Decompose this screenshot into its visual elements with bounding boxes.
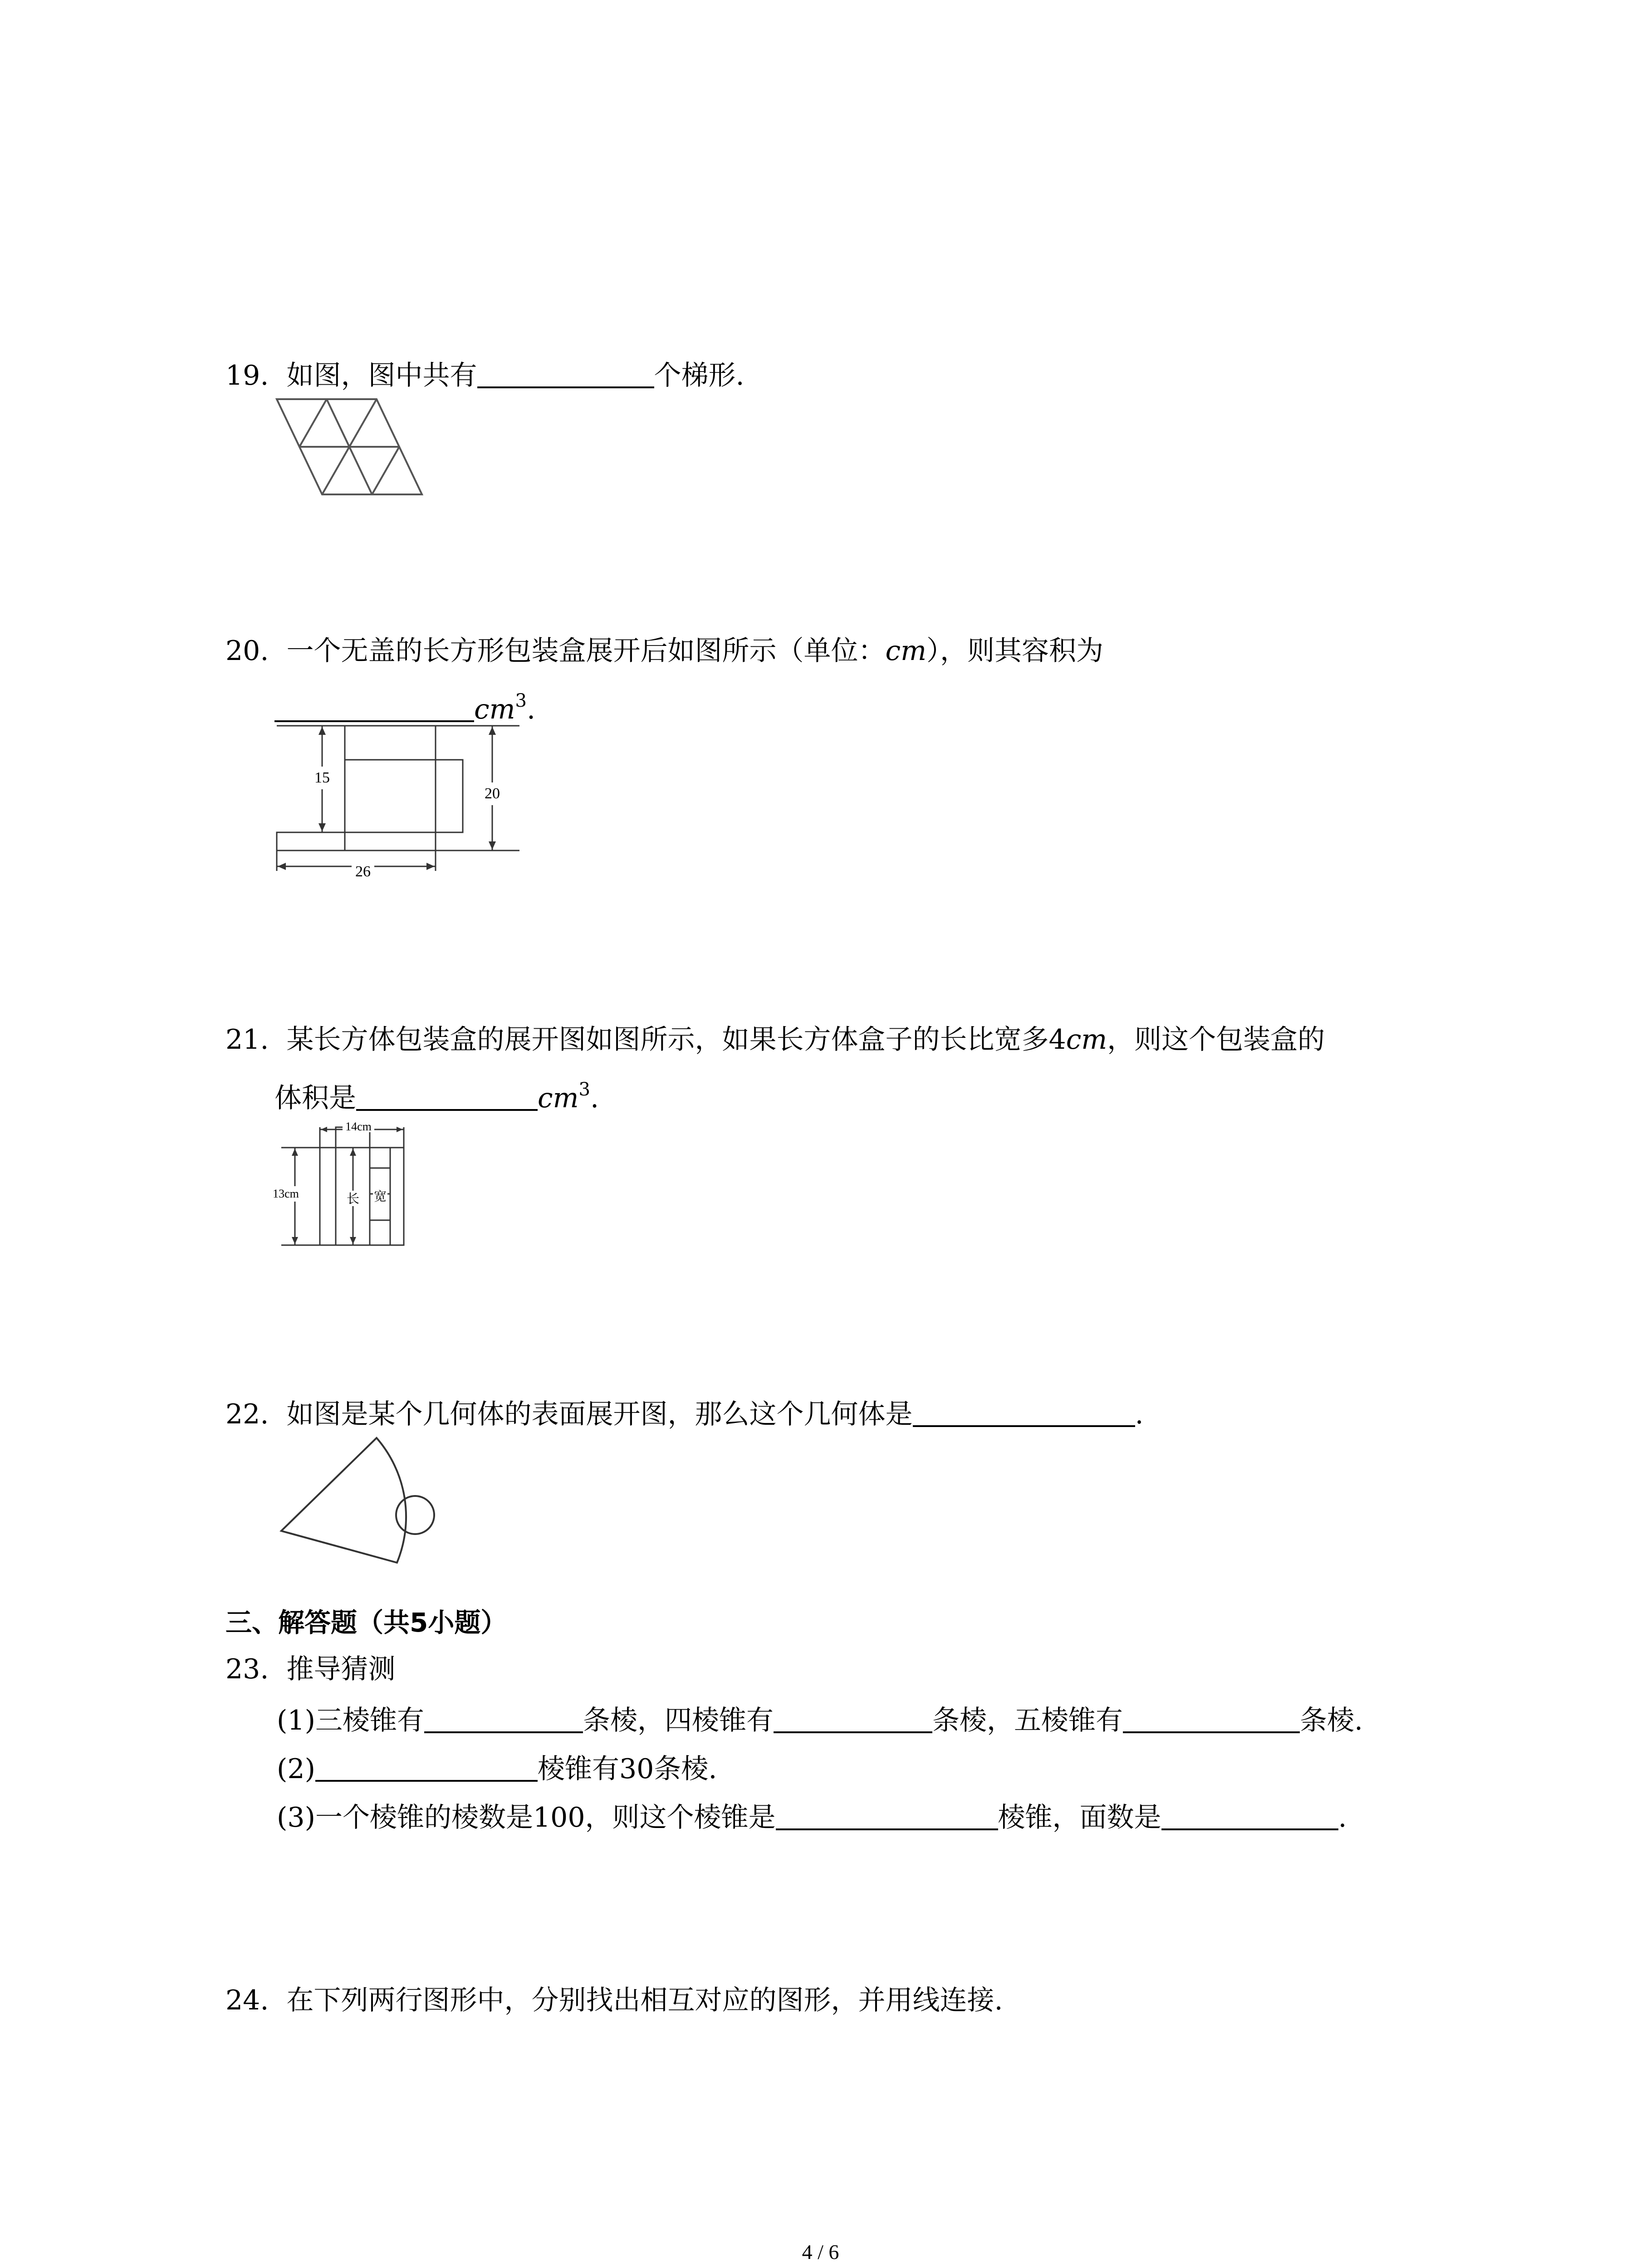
section-heading: 三、解答题（共5小题） xyxy=(225,1607,507,1638)
part-text: 棱锥有30条棱. xyxy=(538,1753,717,1785)
question-text-end: . xyxy=(1135,1398,1144,1430)
part-text: . xyxy=(1338,1802,1347,1833)
label-20: 20 xyxy=(485,785,500,802)
box-net-figure xyxy=(272,717,526,880)
question-20 xyxy=(225,637,1103,665)
page-number: 4 / 6 xyxy=(802,2240,839,2263)
answer-blank[interactable] xyxy=(1123,1704,1300,1733)
part-text: 条棱. xyxy=(1300,1705,1363,1736)
question-text: 某长方体包装盒的展开图如图所示，如果长方体盒子的长比宽多4 xyxy=(286,1024,1066,1056)
answer-blank[interactable] xyxy=(1161,1801,1338,1830)
unit: cm xyxy=(1066,1024,1107,1056)
question-19 xyxy=(225,359,745,389)
question-text-end: 个梯形. xyxy=(654,360,745,391)
question-number: 22. xyxy=(225,1398,269,1430)
part-text: (1)三棱锥有 xyxy=(277,1705,424,1736)
question-number: 20. xyxy=(225,635,269,667)
part-text: 条棱，五棱锥有 xyxy=(932,1705,1123,1736)
part-text: 棱锥，面数是 xyxy=(998,1802,1161,1833)
period: . xyxy=(526,694,536,725)
question-23-part3 xyxy=(277,1801,1347,1831)
question-24 xyxy=(225,1984,1003,2016)
part-text: (3)一个棱锥的棱数是100，则这个棱锥是 xyxy=(277,1802,776,1833)
unit: cm xyxy=(885,635,926,667)
question-21-line2 xyxy=(274,1080,599,1112)
question-text: 在下列两行图形中，分别找出相互对应的图形，并用线连接. xyxy=(286,1984,1003,2016)
label-13cm: 13cm xyxy=(273,1187,299,1200)
question-text-end: ，则这个包装盒的 xyxy=(1107,1024,1325,1056)
unit: cm xyxy=(474,694,515,725)
question-22 xyxy=(225,1398,1144,1428)
cone-net-figure xyxy=(272,1429,445,1574)
question-text: 一个无盖的长方形包装盒展开后如图所示（单位： xyxy=(286,635,886,667)
answer-blank[interactable] xyxy=(477,359,654,388)
answer-blank[interactable] xyxy=(356,1082,538,1111)
question-21 xyxy=(225,1024,1325,1056)
label-26: 26 xyxy=(355,863,371,880)
question-number: 23. xyxy=(225,1653,269,1685)
question-text: 如图，图中共有 xyxy=(286,360,477,391)
question-number: 21. xyxy=(225,1024,269,1056)
answer-blank[interactable] xyxy=(315,1753,538,1782)
label-width: 宽 xyxy=(373,1190,387,1204)
part-text: (2) xyxy=(277,1753,315,1785)
superscript: 3 xyxy=(515,690,527,711)
question-title: 推导猜测 xyxy=(286,1653,396,1685)
box-net-figure-2 xyxy=(272,1116,436,1252)
label-14cm: 14cm xyxy=(345,1120,372,1133)
unit: cm xyxy=(538,1082,579,1114)
answer-blank[interactable] xyxy=(424,1704,583,1733)
trapezoid-figure xyxy=(272,395,426,499)
superscript: 3 xyxy=(578,1079,590,1100)
question-23-part2 xyxy=(277,1753,717,1783)
answer-blank[interactable] xyxy=(913,1398,1135,1427)
question-23 xyxy=(225,1653,396,1685)
answer-blank[interactable] xyxy=(776,1801,998,1830)
question-text: 体积是 xyxy=(274,1082,356,1114)
question-text-end: ），则其容积为 xyxy=(926,635,1103,667)
label-length: 长 xyxy=(346,1192,360,1206)
question-text: 如图是某个几何体的表面展开图，那么这个几何体是 xyxy=(286,1398,913,1430)
part-text: 条棱，四棱锥有 xyxy=(583,1705,774,1736)
question-number: 19. xyxy=(225,360,269,391)
label-15: 15 xyxy=(314,769,330,786)
answer-blank[interactable] xyxy=(774,1704,932,1733)
period: . xyxy=(590,1082,599,1114)
question-number: 24. xyxy=(225,1984,269,2016)
question-23-part1 xyxy=(277,1704,1363,1734)
